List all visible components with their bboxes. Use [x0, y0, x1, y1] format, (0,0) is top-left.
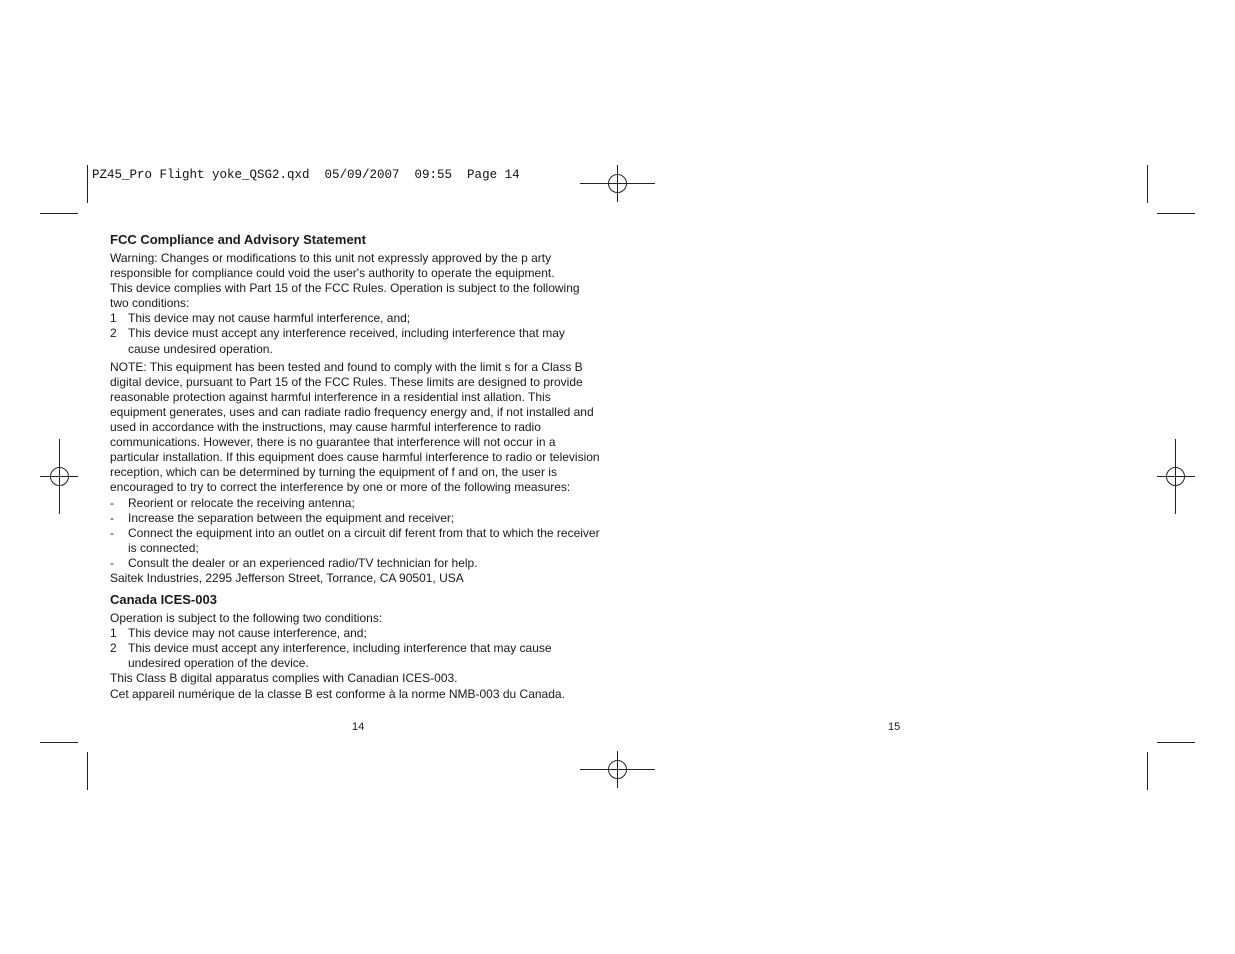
list-item [110, 326, 600, 356]
list-text: Increase the separation between the equipment and receiver; [128, 510, 455, 525]
canada-english-statement: This Class B digital apparatus complies with Canadian ICES-003. [110, 671, 458, 686]
canada-heading: Canada ICES-003 [110, 592, 217, 608]
fcc-complies: This device complies with Part 15 of the FCC Rules. Operation is subject to the following two conditions: [110, 281, 580, 311]
list-item [110, 311, 600, 326]
canada-french-statement: Cet appareil numérique de la classe B est conforme à la norme NMB-003 du Canada. [110, 686, 565, 701]
list-item [110, 556, 600, 571]
list-item [110, 511, 600, 526]
list-text: Reorient or relocate the receiving antenna; [128, 495, 355, 510]
page-number-left: 14 [352, 721, 365, 733]
list-marker: - [110, 555, 114, 570]
list-marker: 2 [110, 641, 117, 656]
list-item [110, 641, 600, 671]
list-text: This device may not cause interference, and; [128, 626, 367, 641]
list-item [110, 526, 600, 556]
list-marker: - [110, 525, 114, 540]
registration-mark-bottom [580, 751, 655, 788]
list-text: This device must accept any interference, including interference that may cause undesired operation of the device. [128, 641, 552, 671]
fcc-note: NOTE: This equipment has been tested and found to comply with the limit s for a Class B digital device, pursuant to Part 15 of the FCC Rules. These limits are designed to provide reasonable protection against harmful interference in a residential inst allation. This equipment generates, uses and can radiate radio frequency energy and, if not installed and used in accordance with the instructions, may cause harmful interference to radio communications. However, there is no guarantee that interference will not occur in a particular installation. If this equipment does cause harmful interference to radio or television reception, which can be determined by turning the equipment of f and on, the user is encouraged to try to correct the interference by one or more of the following measures: [110, 359, 600, 495]
list-marker: 1 [110, 626, 117, 641]
fcc-warning: Warning: Changes or modifications to this unit not expressly approved by the p arty responsible for compliance could void the user's authority to operate the equipment. [110, 251, 555, 281]
list-item [110, 626, 600, 641]
list-text: This device may not cause harmful interference, and; [128, 311, 411, 326]
list-text: Connect the equipment into an outlet on a circuit dif ferent from that to which the receiver is connected; [128, 525, 600, 555]
page-content [110, 231, 600, 702]
list-marker: - [110, 510, 114, 525]
registration-mark-left [40, 439, 78, 514]
canada-intro: Operation is subject to the following two conditions: [110, 611, 383, 626]
list-text: This device must accept any interference received, including interference that may cause undesired operation. [128, 326, 565, 356]
registration-mark-top [580, 165, 655, 202]
registration-mark-right [1157, 439, 1195, 514]
list-item [110, 496, 600, 511]
list-marker: 2 [110, 326, 117, 341]
file-slug-line: PZ45_Pro Flight yoke_QSG2.qxd 05/09/2007 09:55 Page 14 [92, 168, 520, 182]
list-text: Consult the dealer or an experienced radio/TV technician for help. [128, 555, 478, 570]
list-marker: - [110, 495, 114, 510]
list-marker: 1 [110, 311, 117, 326]
company-address: Saitek Industries, 2295 Jefferson Street, Torrance, CA 90501, USA [110, 570, 464, 585]
page-number-right: 15 [888, 721, 901, 733]
fcc-heading: FCC Compliance and Advisory Statement [110, 232, 366, 247]
